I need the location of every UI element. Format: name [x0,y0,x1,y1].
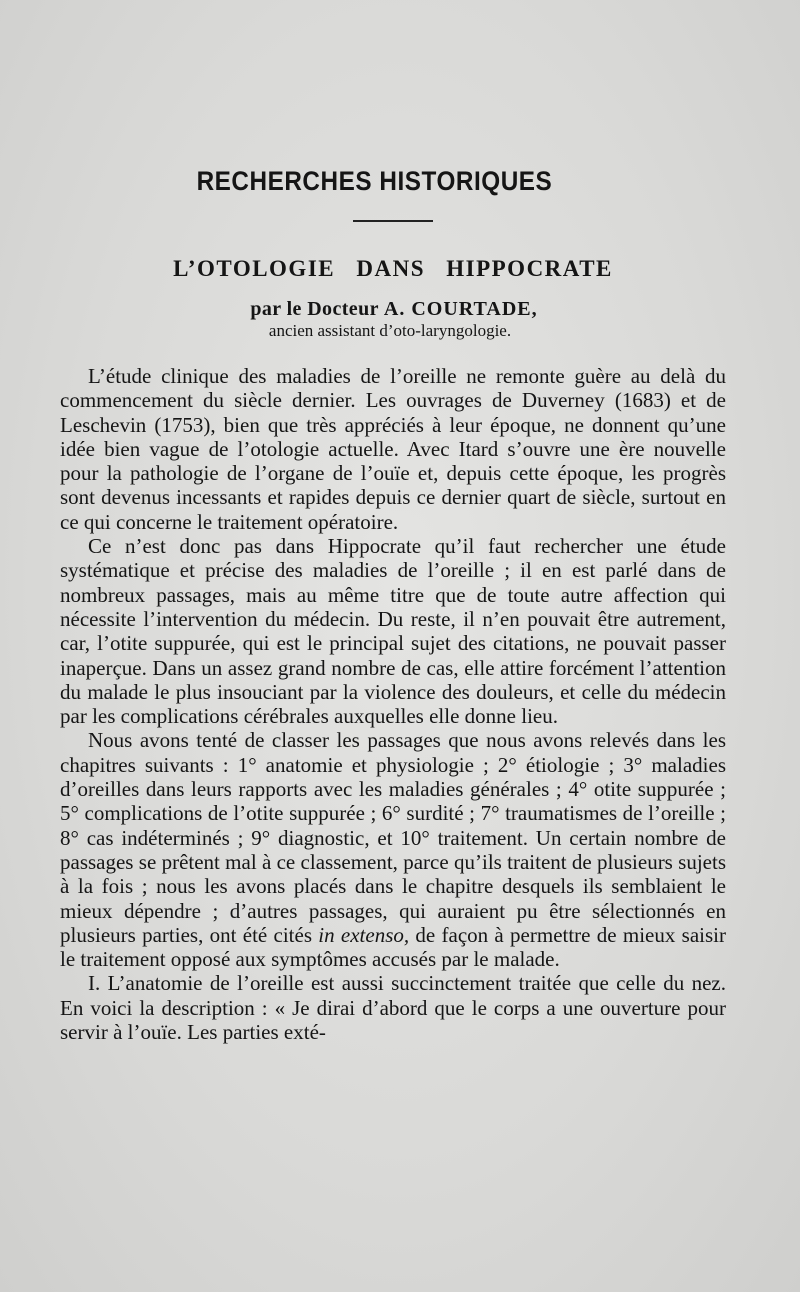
author-name: A. COURTADE, [383,298,538,320]
paragraph-text: Nous avons tenté de classer les passages que nous avons relevés dans les chapitres suivants : 1° anatomie et physiologie ; 2° étiologie ; 3° maladies d’oreilles dans leurs rapports avec les maladies générales ; 4° otite suppurée ; 5° complications de l’otite suppurée ; 6° surdité ; 7° traumatismes de l’oreille ; 8° cas indéterminés ; 9° diagnostic, et 10° traitement. Un certain nombre de passages se prêtent mal à ce classement, parce qu’ils traitent de plusieurs sujets à la fois ; nous les avons placés dans le chapitre desquels ils semblaient le mieux dépendre ; d’autres passages, qui auraient pu être sélectionnés en plusieurs parties, ont été cités [60,728,726,947]
paragraph-intro: L’étude clinique des maladies de l’oreille ne remonte guère au delà du commencement du siècle dernier. Les ouvrages de Duverney (1683) et de Leschevin (1753), bien que très appréciés à leur époque, ne donnent qu’une idée bien vague de l’otologie actuelle. Avec Itard s’ouvre une ère nouvelle pour la pathologie de l’organe de l’ouïe et, depuis cette époque, les progrès sont devenus incessants et rapides depuis ce dernier quart de siècle, surtout en ce qui concerne le traitement opératoire. [60,364,726,534]
italic-phrase: in extenso, [318,922,410,947]
article-title: L’OTOLOGIE DANS HIPPOCRATE [173,256,613,281]
author-line [0,298,788,321]
title-divider [353,220,433,222]
author-affiliation: ancien assistant d’oto-laryngologie. [268,321,512,340]
author-prefix: par le Docteur [250,298,379,320]
section-heading: RECHERCHES HISTORIQUES [196,166,553,196]
article-body [60,364,726,1044]
paragraph-anatomy: I. L’anatomie de l’oreille est aussi succinctement traitée que celle du nez. En voici la description : « Je dirai d’abord que le corps a une ouverture pour servir à l’ouïe. Les parties exté- [60,971,726,1045]
paragraph-classification [60,728,726,971]
paragraph-text: de façon à permettre de mieux saisir le traitement opposé aux symptômes accusés par le malade. [60,922,726,972]
paragraph-hippocrate: Ce n’est donc pas dans Hippocrate qu’il faut rechercher une étude systématique et précise des maladies de l’oreille ; il en est parlé dans de nombreux passages, mais au même titre que de toute autre affection qui nécessite l’intervention du médecin. Du reste, il n’en pouvait être autrement, car, l’otite suppurée, qui est le principal sujet des citations, ne pouvait passer inaperçue. Dans un assez grand nombre de cas, elle attire forcément l’attention du malade le plus insouciant par la violence des douleurs, et celle du médecin par les complications cérébrales auxquelles elle donne lieu. [60,534,726,729]
